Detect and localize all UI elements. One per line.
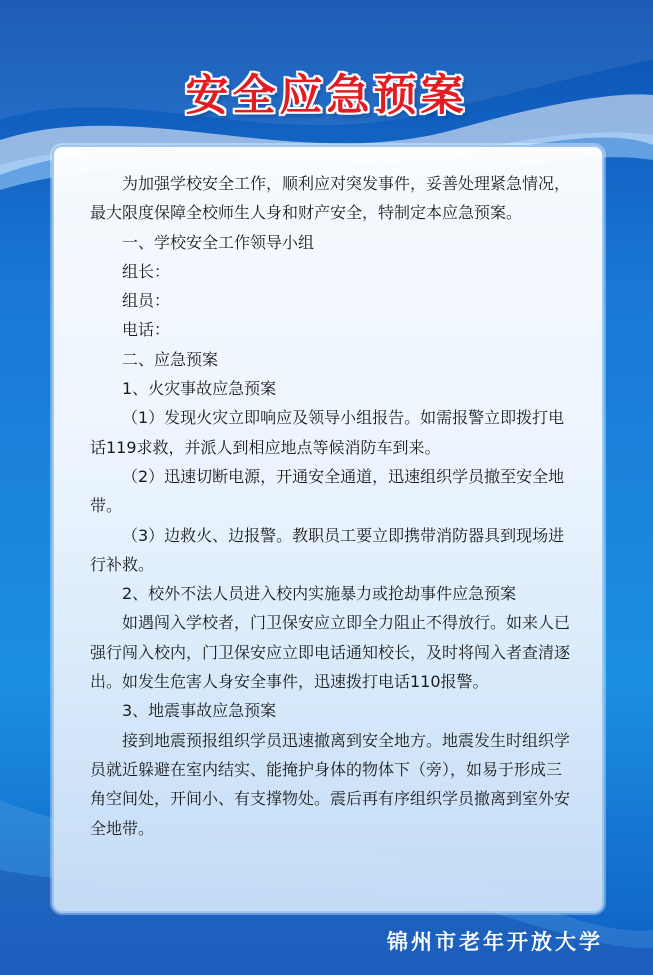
subheading-intruder: 2、校外不法人员进入校内实施暴力或抢劫事件应急预案 — [122, 584, 517, 604]
earthquake-paragraph: 接到地震预报组织学员迅速撤离到安全地方。地震发生时组织学员就近躲避在室内结实、能掩护身体的物体下（旁），如易于形成三角空间处，开间小、有支撑物处。震后再有序组织学员撤离到室外安全地带。 — [90, 730, 571, 838]
document-body — [90, 169, 574, 843]
section-heading-plans: 二、应急预案 — [122, 349, 219, 369]
members-line: 组员： — [122, 291, 171, 311]
content-panel — [52, 145, 604, 913]
fire-step-3: （3）边救火、边报警。教职员工要立即携带消防器具到现场进行补救。 — [90, 525, 565, 574]
page-title: 安全应急预案 — [185, 71, 468, 121]
intruder-paragraph: 如遇闯入学校者，门卫保安应立即全力阻止不得放行。如来人已强行闯入校内，门卫保安应立即电话通知校长，及时将闯入者查清逐出。如发生危害人身安全事件，迅速拨打电话110报警。 — [90, 613, 571, 692]
fire-step-2: （2）迅速切断电源，开通安全通道，迅速组织学员撤至安全地带。 — [90, 466, 565, 516]
fire-step-1: （1）发现火灾立即响应及领导小组报告。如需报警立即拨打电话119求救，并派人到相应地点等候消防车到来。 — [90, 408, 565, 457]
institution-name: 锦州市老年开放大学 — [387, 930, 603, 954]
leader-line: 组长： — [122, 261, 171, 281]
subheading-fire: 1、火灾事故应急预案 — [122, 379, 277, 399]
intro-paragraph: 为加强学校安全工作，顺利应对突发事件，妥善处理紧急情况，最大限度保障全校师生人身和财产安全，特制定本应急预案。 — [90, 174, 571, 223]
subheading-earthquake: 3、地震事故应急预案 — [122, 701, 277, 721]
section-heading-leadership: 一、学校安全工作领导小组 — [122, 232, 315, 252]
phone-line: 电话： — [122, 320, 171, 340]
